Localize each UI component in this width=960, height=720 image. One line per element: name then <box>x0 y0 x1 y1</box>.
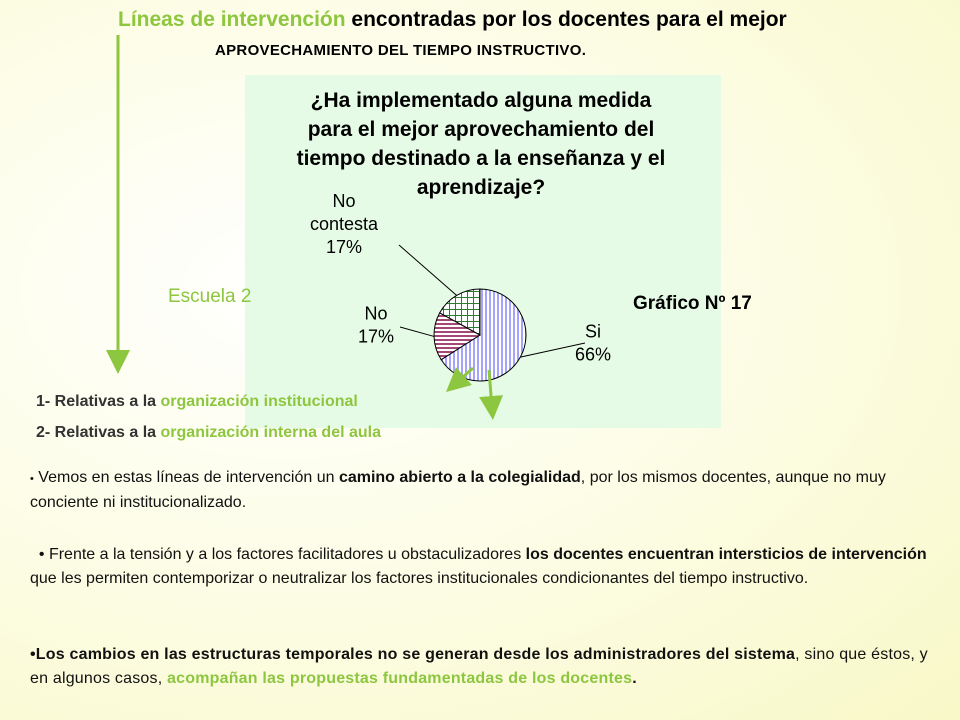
pie-chart <box>245 75 721 428</box>
chart-panel <box>245 75 721 428</box>
text: Vemos en estas líneas de intervención un <box>33 469 339 486</box>
slice-label: No <box>332 191 356 211</box>
slice-label: contesta <box>309 214 379 234</box>
text: . <box>632 670 637 687</box>
paragraph-intersticios <box>30 543 940 591</box>
slice-label: Si <box>584 321 602 342</box>
chart-title-line: para el mejor aprovechamiento del <box>307 118 655 141</box>
list-item-highlight: organización interna del aula <box>160 424 382 441</box>
bold-text: camino abierto a la colegialidad <box>338 469 581 486</box>
chart-title-line: ¿Ha implementado alguna medida <box>310 89 652 112</box>
title-highlight: Líneas de intervención <box>118 8 346 31</box>
chart-title-line: tiempo destinado a la enseñanza y el <box>296 147 666 170</box>
bullet: • <box>30 473 34 485</box>
pie-slices <box>434 289 526 381</box>
figure-number: Gráfico Nº 17 <box>633 293 752 314</box>
list-item-prefix: 2- Relativas a la <box>36 424 161 441</box>
text: que les permiten contemporizar o neutralizar los factores institucionales condicionantes del tiempo instructivo. <box>30 570 809 587</box>
school-label: Escuela 2 <box>168 286 252 307</box>
list-item-prefix: 1- Relativas a la <box>36 393 161 410</box>
title-rest: encontradas por los docentes para el mejor <box>345 8 787 31</box>
chart-title-line: aprendizaje? <box>416 176 546 199</box>
bullet: • <box>30 546 45 563</box>
slice-label: 17% <box>357 326 395 347</box>
bold-text: •Los cambios en las estructuras temporales no se generan desde los administradores del sistema <box>30 646 796 663</box>
bold-text: los docentes encuentran intersticios de intervención <box>525 546 927 563</box>
leader-line <box>400 327 434 336</box>
text: Frente a la tensión y a los factores facilitadores u obstaculizadores <box>44 546 526 563</box>
slice-label: No <box>364 303 388 324</box>
page-title <box>118 8 958 32</box>
highlight-text: acompañan las propuestas fundamentadas de los docentes <box>167 670 633 687</box>
slice-label: 66% <box>574 344 612 365</box>
page-subtitle: APROVECHAMIENTO DEL TIEMPO INSTRUCTIVO. <box>215 42 587 59</box>
list-item-highlight: organización institucional <box>160 393 358 410</box>
chart-title <box>297 89 666 199</box>
slice-label: 17% <box>325 237 363 257</box>
list-item <box>36 424 381 442</box>
leader-line <box>399 245 457 295</box>
paragraph-colegialidad <box>30 466 930 515</box>
paragraph-estructuras <box>30 643 945 691</box>
text: , por los mismos docentes, aunque no muy conciente ni institucionalizado. <box>30 469 886 511</box>
list-item <box>36 393 358 411</box>
text: , sino que éstos, y en algunos casos, <box>30 646 928 687</box>
